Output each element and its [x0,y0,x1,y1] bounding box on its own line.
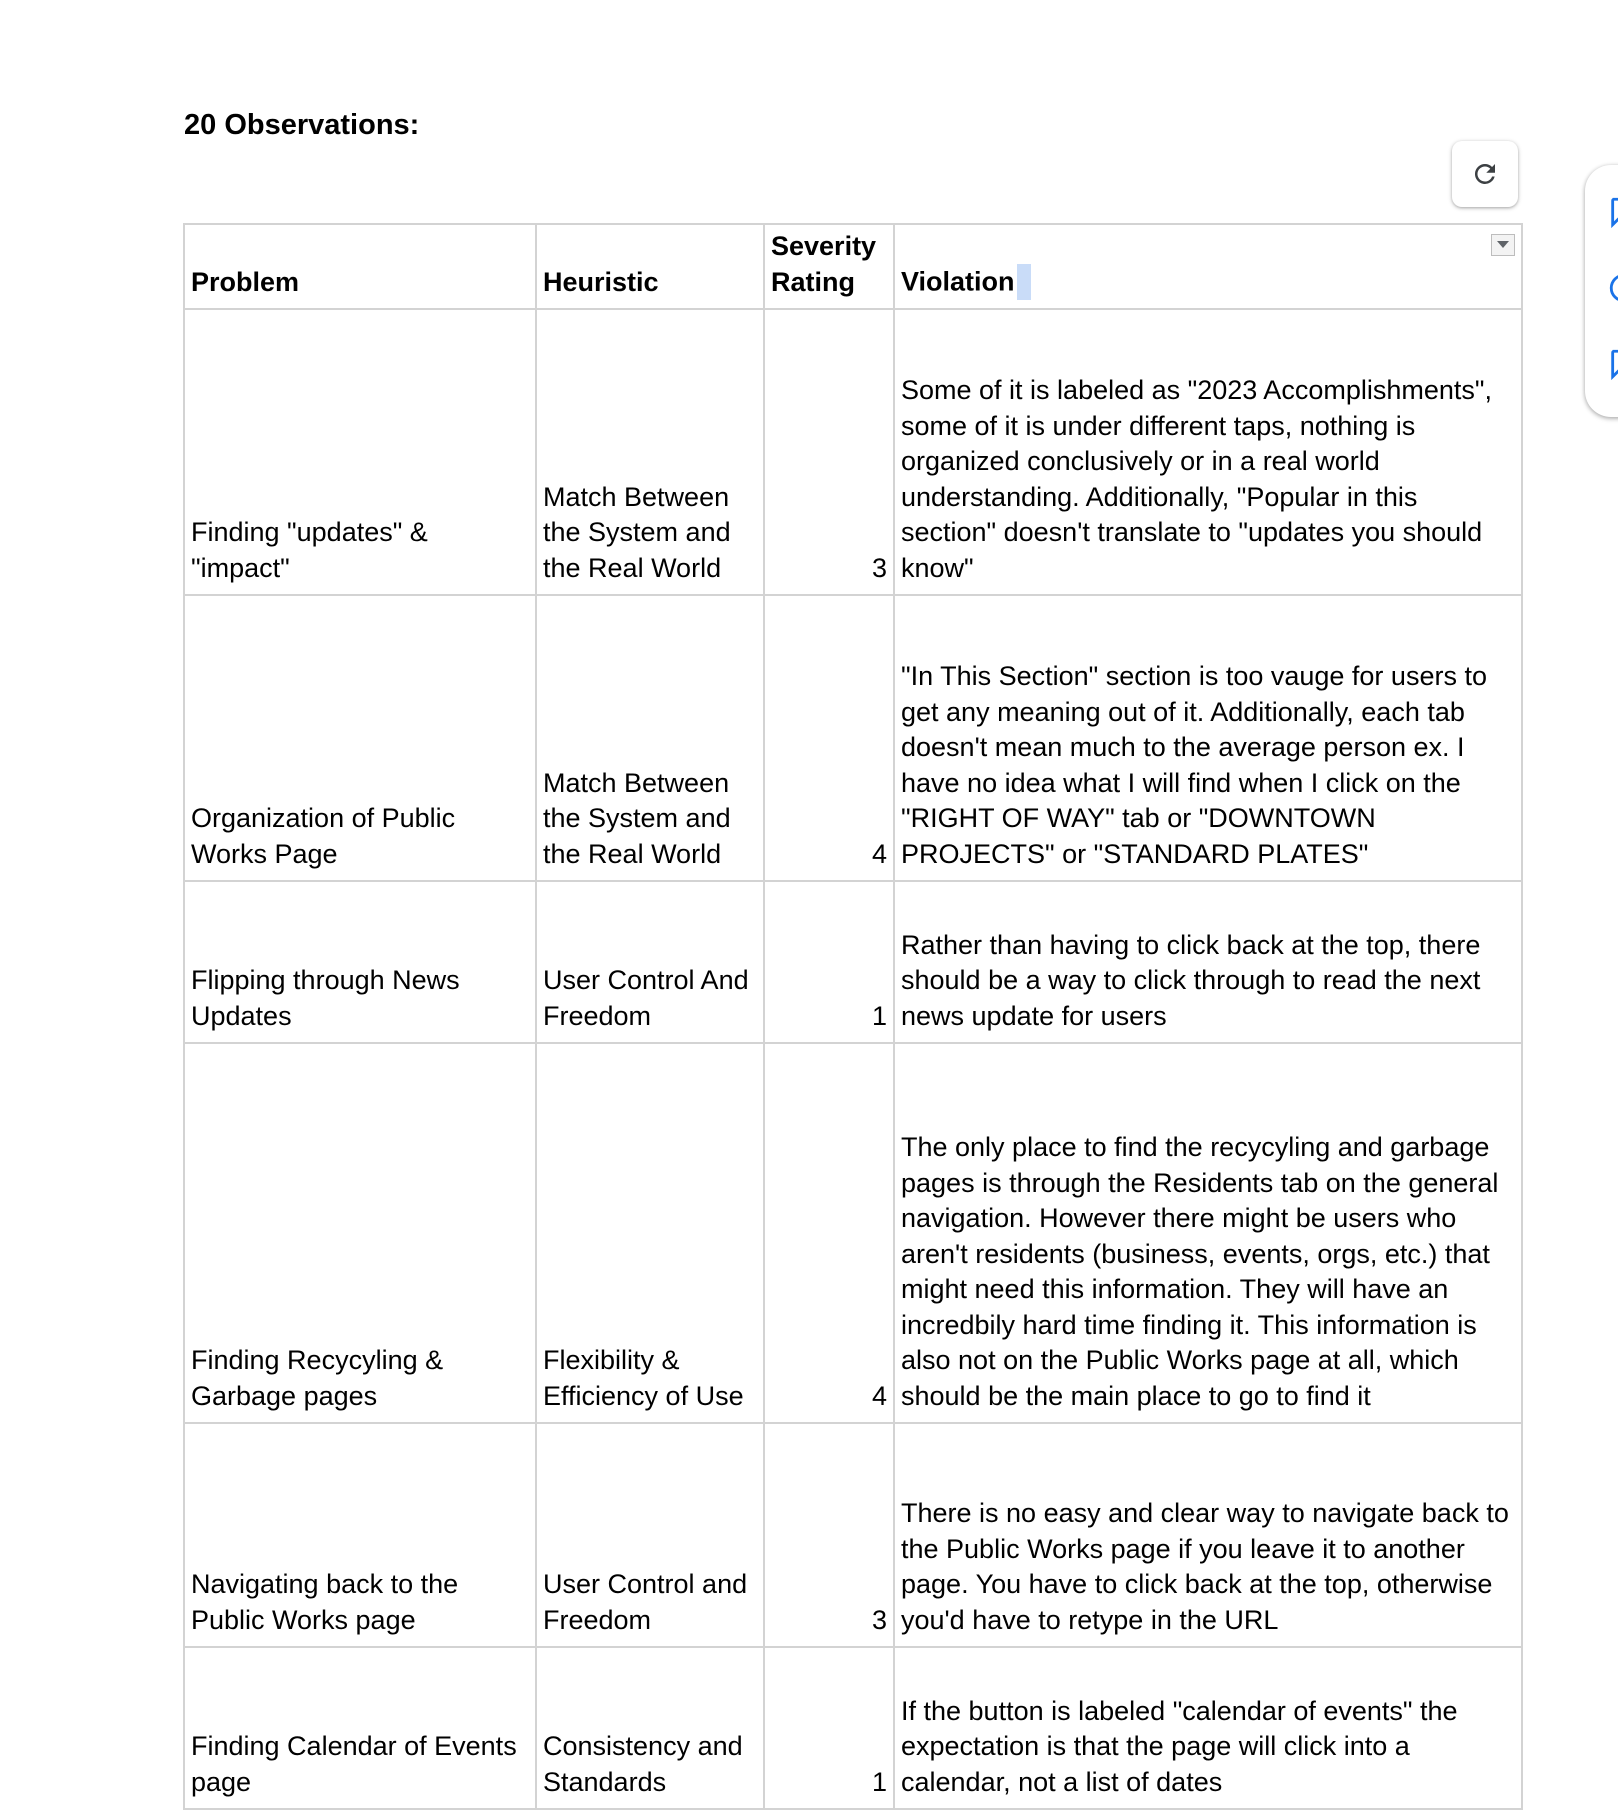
cell-violation[interactable]: If the button is labeled "calendar of events" the expectation is that the page will click into a calendar, not a list of dates [894,1647,1522,1809]
cell-cursor [1017,264,1031,300]
chevron-down-icon [1497,241,1509,249]
cell-problem[interactable]: Finding Calendar of Events page [184,1647,536,1809]
cell-heuristic[interactable]: User Control and Freedom [536,1423,764,1647]
observations-table [183,223,1523,1810]
cell-severity[interactable]: 3 [764,1423,894,1647]
refresh-icon [1470,159,1500,189]
table-row [184,1647,1522,1809]
cell-severity[interactable]: 4 [764,1043,894,1423]
header-severity[interactable]: Severity Rating [764,224,894,309]
cell-violation[interactable]: Rather than having to click back at the top, there should be a way to click through to read the next news update for users [894,881,1522,1043]
header-problem[interactable]: Problem [184,224,536,309]
add-comment-icon[interactable] [1607,347,1618,381]
table-row [184,309,1522,595]
cell-heuristic[interactable]: Match Between the System and the Real World [536,595,764,881]
cell-heuristic[interactable]: User Control And Freedom [536,881,764,1043]
document-heading: 20 Observations: [184,109,420,141]
cell-severity[interactable]: 3 [764,309,894,595]
cell-violation[interactable]: There is no easy and clear way to navigate back to the Public Works page if you leave it to another page. You have to click back at the top, otherwise you'd have to retype in the URL [894,1423,1522,1647]
cell-violation[interactable]: Some of it is labeled as "2023 Accomplishments", some of it is under different taps, nothing is organized conclusively or in a real world understanding. Additionally, "Popular in this section" doesn't translate to "updates you should know" [894,309,1522,595]
cell-problem[interactable]: Finding "updates" & "impact" [184,309,536,595]
comment-icon[interactable] [1607,195,1618,229]
cell-violation[interactable]: "In This Section" section is too vauge for users to get any meaning out of it. Additionally, each tab doesn't mean much to the average person ex. I have no idea what I will find when I click on the "RIGHT OF WAY" tab or "DOWNTOWN PROJECTS" or "STANDARD PLATES" [894,595,1522,881]
cell-violation[interactable]: The only place to find the recycyling and garbage pages is through the Residents tab on the general navigation. However there might be users who aren't residents (business, events, orgs, etc.) that might need this information. They will have an incredbily hard time finding it. This information is also not on the Public Works page at all, which should be the main place to go to find it [894,1043,1522,1423]
cell-problem[interactable]: Flipping through News Updates [184,881,536,1043]
refresh-button[interactable] [1452,141,1518,207]
side-panel [1585,165,1618,417]
header-row [184,224,1522,309]
cell-heuristic[interactable]: Match Between the System and the Real World [536,309,764,595]
table-row [184,1043,1522,1423]
cell-heuristic[interactable]: Consistency and Standards [536,1647,764,1809]
cell-severity[interactable]: 1 [764,1647,894,1809]
table-row [184,881,1522,1043]
table-row [184,595,1522,881]
cell-problem[interactable]: Navigating back to the Public Works page [184,1423,536,1647]
header-heuristic[interactable]: Heuristic [536,224,764,309]
cell-severity[interactable]: 1 [764,881,894,1043]
table-row [184,1423,1522,1647]
header-violation[interactable]: Violation [894,224,1522,309]
history-icon[interactable] [1607,271,1618,305]
cell-severity[interactable]: 4 [764,595,894,881]
cell-problem[interactable]: Finding Recycyling & Garbage pages [184,1043,536,1423]
cell-problem[interactable]: Organization of Public Works Page [184,595,536,881]
cell-heuristic[interactable]: Flexibility & Efficiency of Use [536,1043,764,1423]
filter-dropdown-button[interactable] [1491,234,1515,256]
